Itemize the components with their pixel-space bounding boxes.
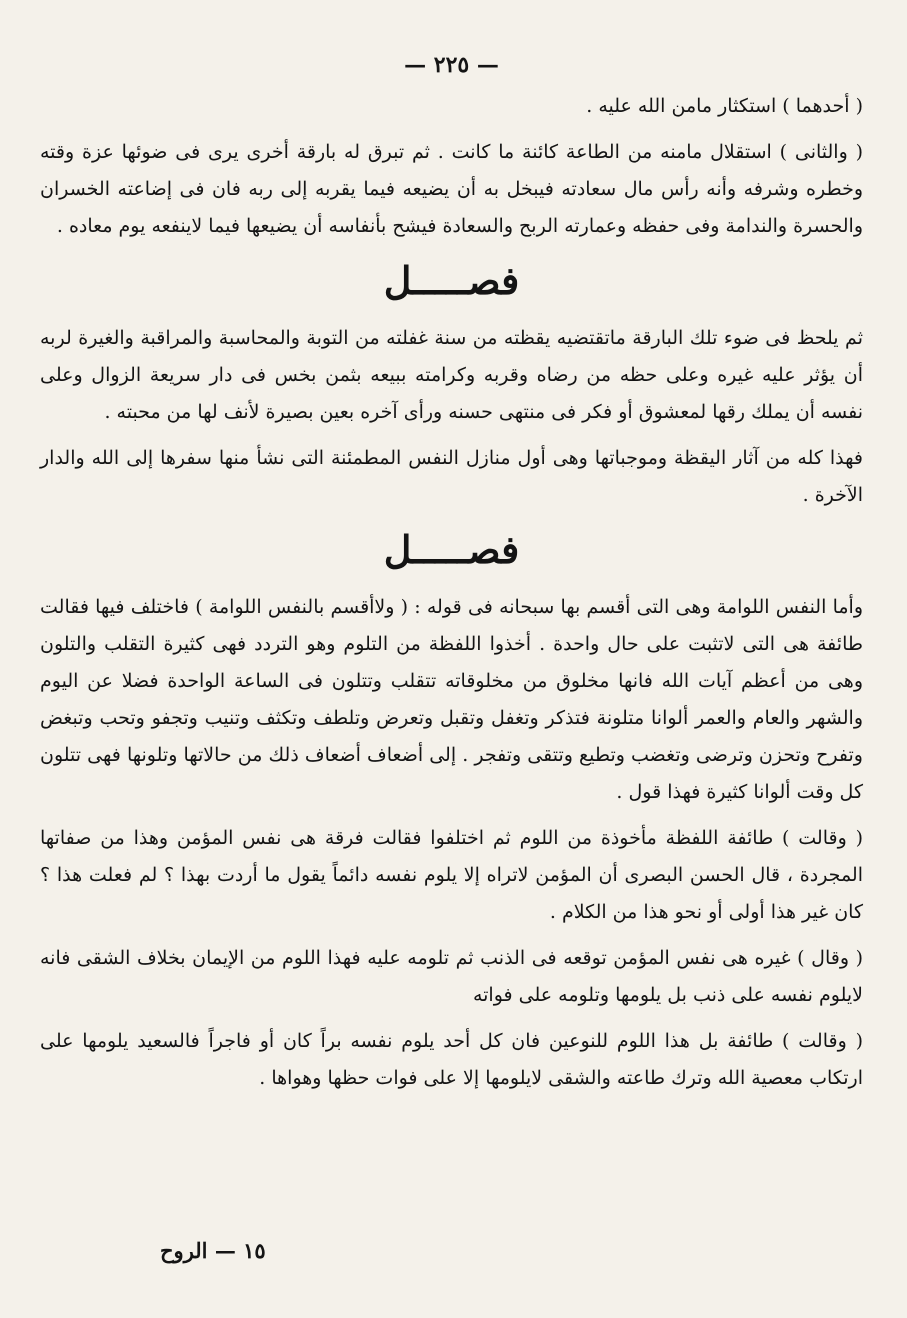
paragraph-second-group: ( وقالت ) طائفة اللفظة مأخوذة من اللوم ثم اختلفوا فقالت فرقة هى نفس المؤمن وهذا من صفاتها المجردة ، قال الحسن البصرى أن المؤمن لاتراه إلا يلوم نفسه دائماً يقول ما أردت بهذا ؟ لم فعلت هذا ؟ كان غير هذا أولى أو نحو هذا من الكلام .: [40, 827, 863, 923]
paragraph-second: ( والثانى ) استقلال مامنه من الطاعة كائنة ما كانت . ثم تبرق له بارقة أخرى يرى فى ضوئها عزة وقته وخطره وشرفه وأنه رأس مال سعادته فيبخل به أن يضيعه فيما يقربه إلى ربه فان فى إضاعته الخسران والحسرة والندامة وفى حفظه وعمارته الربح والسعادة فيشح بأنفاسه أن يضيعها فيما لاينفعه يوم معاده .: [40, 141, 863, 237]
paragraph-effects: فهذا كله من آثار اليقظة وموجباتها وهى أول منازل النفس المطمئنة التى نشأ منها سفرها إلى الله والدار الآخرة .: [40, 447, 863, 506]
footer-signature: ١٥ — الروح: [160, 1238, 266, 1263]
section-heading-fasl-2: فصـــــل: [383, 527, 520, 572]
section-heading-fasl-1: فصـــــل: [383, 258, 520, 303]
paragraph-first: ( أحدهما ) استكثار مامن الله عليه .: [586, 95, 863, 117]
paragraph-lawwama: وأما النفس اللوامة وهى التى أقسم بها سبحانه فى قوله : ( ولاأقسم بالنفس اللوامة ) فاختلف فيها فقالت طائفة هى التى لاتثبت على حال واحدة . أخذوا اللفظة من التلوم وهو التردد فهى كثيرة التقلب والتلون وهى من أعظم آيات الله فانها مخلوق من مخلوقاته تتقلب وتتلون فى الساعة الواحدة فضلا عن اليوم والشهر والعام والعمر ألوانا متلونة فتذكر وتغفل وتقبل وتعرض وتلطف وتكثف وتنيب وتجفو وتحب وتبغض وتفرح وتحزن وترضى وتغضب وتطيع وتتقى وتفجر . إلى أضعاف أضعاف ذلك من حالاتها وتلونها فهى تتلون كل وقت ألوانا كثيرة فهذا قول .: [40, 596, 863, 803]
paragraph-both-types: ( وقالت ) طائفة بل هذا اللوم للنوعين فان كل أحد يلوم نفسه براً كان أو فاجراً فالسعيد يلومها على ارتكاب معصية الله وترك طاعته والشقى لايلومها إلا على فوات حظها وهواها .: [40, 1030, 863, 1089]
paragraph-believer: ( وقال ) غيره هى نفس المؤمن توقعه فى الذنب ثم تلومه عليه فهذا اللوم من الإيمان بخلاف الشقى فانه لايلوم نفسه على ذنب بل يلومها وتلومه على فواته: [40, 947, 863, 1006]
paragraph-vigilance: ثم يلحظ فى ضوء تلك البارقة ماتقتضيه يقظته من سنة غفلته من التوبة والمحاسبة والمراقبة والغيرة لربه أن يؤثر عليه غيره وعلى حظه من رضاه وقربه وكرامته ببيعه بثمن بخس فى دار سريعة الزوال وعلى نفسه أن يملك رقها لمعشوق أو فكر فى منتهى حسنه ورأى آخره بعين بصيرة لأنف لها من محبته .: [40, 327, 863, 423]
page-number: — ٢٢٥ —: [404, 52, 499, 78]
